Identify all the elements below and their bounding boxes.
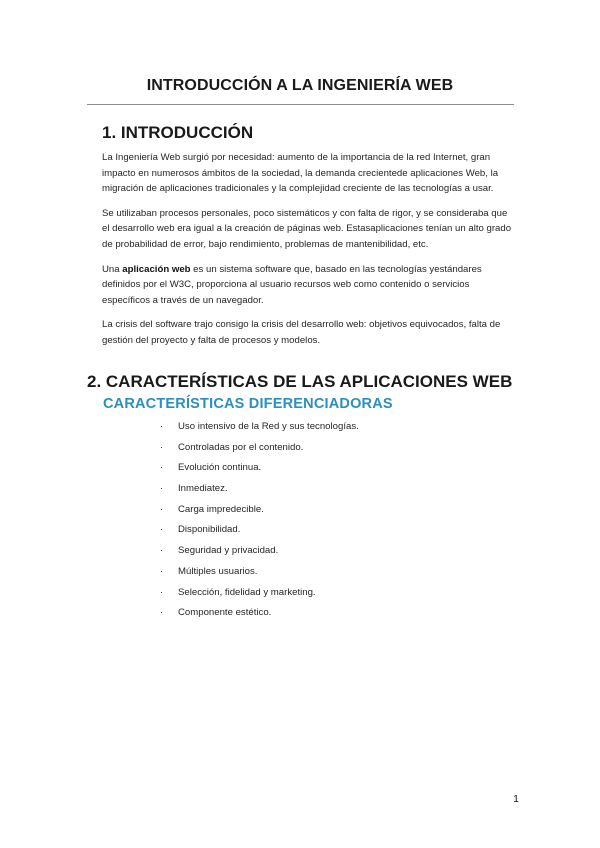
list-item-text: Uso intensivo de la Red y sus tecnologías. — [178, 421, 359, 432]
list-item-text: Carga impredecible. — [178, 503, 264, 515]
bullet-icon: · — [160, 462, 163, 473]
bullet-icon: · — [160, 421, 163, 431]
list-item — [160, 460, 359, 481]
bullet-icon: · — [160, 441, 163, 452]
bold-term: aplicación web — [122, 263, 191, 275]
page-number: 1 — [513, 793, 519, 805]
document-title: INTRODUCCIÓN A LA INGENIERÍA WEB — [146, 77, 454, 94]
list-item-text: Controladas por el contenido. — [178, 441, 304, 453]
list-item-text: Evolución continua. — [178, 462, 262, 474]
list-item — [160, 543, 359, 564]
bullet-icon: · — [160, 586, 163, 597]
list-item-text: Inmediatez. — [178, 483, 228, 495]
subheading-diferenciadoras: CARACTERÍSTICAS DIFERENCIADORAS — [103, 396, 393, 412]
paragraph: La crisis del software trajo consigo la crisis del desarrollo web: objetivos equivocados, falta de gestión del proyecto y falta de procesos y modelos. — [102, 319, 501, 346]
bullet-icon: · — [160, 503, 163, 514]
list-item-text: Múltiples usuarios. — [178, 565, 258, 577]
bullet-icon: · — [160, 545, 163, 556]
list-item-text: Seguridad y privacidad. — [178, 545, 279, 557]
list-item — [160, 419, 359, 440]
paragraph-text: es un sistema software que, basado en las tecnologías yestándares definidos por el W3C, proporciona al usuario recursos web como contenido o servicios específicos a través de un navegador. — [102, 263, 482, 306]
list-item-text: Componente estético. — [178, 607, 272, 619]
paragraph — [102, 262, 515, 309]
section-heading-caracteristicas: 2. CARACTERÍSTICAS DE LAS APLICACIONES WEB — [87, 372, 513, 391]
bullet-icon: · — [160, 565, 163, 576]
paragraph-text: Una — [102, 263, 123, 275]
title-divider — [87, 104, 514, 105]
list-item — [160, 522, 359, 543]
bullet-icon: · — [160, 524, 163, 535]
list-item — [160, 481, 359, 502]
list-item — [160, 605, 359, 626]
introduction-body — [102, 150, 515, 358]
list-item — [160, 440, 359, 461]
bullet-icon: · — [160, 607, 163, 618]
paragraph: La Ingeniería Web surgió por necesidad: aumento de la importancia de la red Internet, gran impacto en numerosos ámbitos de la sociedad, la demanda crecientede aplicaciones Web, la migración de aplicaciones tradicionales y la complejidad creciente de las tecnologías a usar. — [102, 152, 499, 195]
list-item — [160, 564, 359, 585]
features-list — [160, 419, 359, 626]
list-item-text: Selección, fidelidad y marketing. — [178, 586, 316, 598]
bullet-icon: · — [160, 483, 163, 494]
list-item — [160, 502, 359, 523]
list-item-text: Disponibilidad. — [178, 524, 241, 536]
paragraph: Se utilizaban procesos personales, poco sistemáticos y con falta de rigor, y se consideraba que el desarrollo web era igual a la creación de páginas web. Estasaplicaciones tenían un alto grado de probabilidad de error, bajo rendimiento, problemas de mantenibilidad, etc. — [102, 207, 512, 250]
section-heading-introduccion: 1. INTRODUCCIÓN — [102, 123, 254, 142]
list-item — [160, 585, 359, 606]
